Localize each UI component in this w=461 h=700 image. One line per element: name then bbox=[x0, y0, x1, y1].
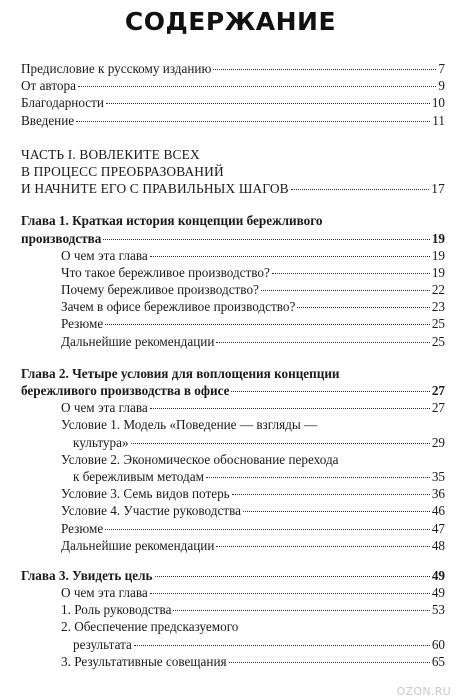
toc-entry-label: Зачем в офисе бережливое производство? bbox=[61, 299, 296, 315]
toc-subentry[interactable] bbox=[21, 298, 445, 315]
toc-entry-label: О чем эта глава bbox=[61, 585, 148, 601]
toc-page-number: 19 bbox=[431, 247, 445, 263]
toc-subentry[interactable] bbox=[21, 520, 445, 537]
toc-page-number: 25 bbox=[431, 316, 445, 332]
dot-leader bbox=[150, 256, 430, 257]
dot-leader bbox=[297, 307, 429, 308]
chapter-heading-line: производства bbox=[21, 230, 102, 246]
chapter-heading-line: бережливого производства в офисе bbox=[21, 383, 230, 398]
toc-entry-label-line: результата bbox=[73, 636, 132, 652]
toc-entry-last-line bbox=[21, 434, 445, 451]
toc-entry-label: От автора bbox=[21, 78, 76, 94]
toc-entry-label: Дальнейшие рекомендации bbox=[61, 333, 215, 349]
dot-leader bbox=[150, 408, 430, 409]
dot-leader bbox=[103, 239, 429, 240]
chapter-heading-last-line bbox=[21, 230, 445, 247]
toc-entry-label: 3. Результативные совещания bbox=[61, 653, 227, 669]
toc-subentry[interactable] bbox=[21, 399, 445, 416]
toc-page-number: 49 bbox=[431, 585, 445, 601]
dot-leader bbox=[76, 121, 430, 122]
toc-entry-label: 1. Роль руководства bbox=[61, 602, 172, 618]
toc-entry-label-line: Условие 2. Экономическое обоснование перехода bbox=[61, 451, 339, 467]
toc-entry-label: О чем эта глава bbox=[61, 400, 148, 416]
toc-chapter-2[interactable] bbox=[21, 365, 445, 399]
toc-subentry[interactable] bbox=[21, 247, 445, 264]
chapter-heading-line: Глава 3. Увидеть цель bbox=[21, 567, 153, 583]
dot-leader bbox=[173, 610, 429, 611]
dot-leader bbox=[134, 645, 430, 646]
spacer bbox=[21, 197, 445, 212]
toc-page-number: 46 bbox=[431, 503, 445, 519]
toc-page-number: 22 bbox=[431, 282, 445, 298]
part-heading-last-line bbox=[21, 180, 445, 197]
toc-subentry[interactable] bbox=[21, 653, 445, 670]
toc-subentry[interactable] bbox=[21, 281, 445, 298]
toc-entry-last-line bbox=[21, 468, 445, 485]
toc-page-number: 65 bbox=[431, 653, 445, 669]
toc-entry-introduction[interactable] bbox=[21, 112, 445, 129]
watermark: OZON.RU bbox=[396, 685, 451, 698]
toc-subentry-condition-1[interactable] bbox=[21, 416, 445, 450]
toc-entry-label: Что такое бережливое производство? bbox=[61, 264, 270, 280]
dot-leader bbox=[216, 342, 429, 343]
toc-subentry[interactable] bbox=[21, 537, 445, 554]
toc-page-number: 29 bbox=[431, 434, 445, 450]
toc-entry-label: Почему бережливое производство? bbox=[61, 282, 259, 298]
part-heading-line: ЧАСТЬ I. ВОВЛЕКИТЕ ВСЕХ bbox=[21, 146, 200, 162]
toc-page-number: 47 bbox=[431, 520, 445, 536]
toc-page-number: 9 bbox=[438, 78, 445, 94]
dot-leader bbox=[106, 103, 430, 104]
spacer bbox=[21, 129, 445, 146]
toc-page-number: 10 bbox=[431, 95, 445, 111]
toc-page-number: 7 bbox=[438, 61, 445, 76]
toc-entry-label-line: к бережливым методам bbox=[73, 468, 204, 484]
dot-leader bbox=[231, 391, 429, 392]
toc-subentry[interactable] bbox=[21, 264, 445, 281]
dot-leader bbox=[243, 511, 430, 512]
toc-subentry[interactable] bbox=[21, 333, 445, 350]
page-title: СОДЕРЖАНИЕ bbox=[124, 7, 337, 36]
dot-leader bbox=[291, 189, 430, 190]
toc-subentry-condition-2[interactable] bbox=[21, 451, 445, 485]
dot-leader bbox=[272, 273, 430, 274]
toc-chapter-3[interactable] bbox=[21, 567, 445, 584]
toc-entry-acknowledgements[interactable] bbox=[21, 94, 445, 111]
toc-page-number: 27 bbox=[431, 383, 445, 398]
toc-page-number: 23 bbox=[431, 299, 445, 315]
toc-page-number: 25 bbox=[431, 333, 445, 349]
dot-leader bbox=[213, 69, 436, 70]
toc-subentry[interactable] bbox=[21, 315, 445, 332]
dot-leader bbox=[131, 443, 430, 444]
toc-subentry[interactable] bbox=[21, 485, 445, 502]
toc-page-number: 11 bbox=[432, 112, 445, 128]
toc-entry-label-line: культура» bbox=[73, 434, 129, 450]
toc-subentry[interactable] bbox=[21, 584, 445, 601]
spacer bbox=[21, 350, 445, 365]
toc-entry-last-line bbox=[21, 636, 445, 653]
toc-page-number: 19 bbox=[431, 230, 445, 246]
chapter-heading-line: Глава 1. Краткая история концепции бережливого bbox=[21, 213, 323, 229]
toc-page-number: 19 bbox=[431, 264, 445, 280]
table-of-contents bbox=[21, 60, 445, 670]
toc-page-number: 27 bbox=[431, 400, 445, 416]
part-heading-line: И НАЧНИТЕ ЕГО С ПРАВИЛЬНЫХ ШАГОВ bbox=[21, 181, 289, 197]
toc-page-number: 53 bbox=[431, 602, 445, 618]
toc-entry-label-line: Условие 1. Модель «Поведение — взгляды — bbox=[61, 417, 318, 433]
toc-page-number: 36 bbox=[431, 486, 445, 502]
dot-leader bbox=[206, 477, 430, 478]
toc-entry-label: Введение bbox=[21, 112, 75, 128]
dot-leader bbox=[232, 494, 430, 495]
toc-entry-label: Благодарности bbox=[21, 95, 104, 111]
dot-leader bbox=[105, 324, 430, 325]
dot-leader bbox=[155, 576, 430, 577]
toc-entry-label: Условие 3. Семь видов потерь bbox=[61, 486, 230, 502]
spacer bbox=[21, 554, 445, 567]
toc-part-1[interactable] bbox=[21, 146, 445, 198]
dot-leader bbox=[229, 662, 430, 663]
toc-chapter-1[interactable] bbox=[21, 212, 445, 246]
toc-entry-label: Условие 4. Участие руководства bbox=[61, 503, 241, 519]
dot-leader bbox=[78, 86, 436, 87]
toc-entry-label: Резюме bbox=[61, 316, 104, 332]
toc-subentry-result[interactable] bbox=[21, 618, 445, 652]
dot-leader bbox=[150, 593, 430, 594]
dot-leader bbox=[105, 529, 430, 530]
toc-entry-label: О чем эта глава bbox=[61, 247, 148, 263]
toc-entry-author[interactable] bbox=[21, 77, 445, 94]
toc-page-number: 60 bbox=[431, 636, 445, 652]
part-heading-line: В ПРОЦЕСС ПРЕОБРАЗОВАНИЙ bbox=[21, 163, 224, 179]
toc-page-number: 35 bbox=[431, 468, 445, 484]
toc-entry-label: Предисловие к русскому изданию bbox=[21, 61, 212, 76]
dot-leader bbox=[216, 546, 429, 547]
toc-page-number: 49 bbox=[431, 567, 445, 583]
chapter-heading-line: Глава 2. Четыре условия для воплощения концепции bbox=[21, 365, 340, 381]
toc-entry-preface-ru[interactable] bbox=[21, 60, 445, 77]
toc-entry-label: Резюме bbox=[61, 520, 104, 536]
chapter-heading-last-line bbox=[21, 382, 445, 399]
toc-entry-label: Дальнейшие рекомендации bbox=[61, 537, 215, 553]
toc-entry-label-line: 2. Обеспечение предсказуемого bbox=[61, 619, 239, 635]
toc-page-number: 48 bbox=[431, 537, 445, 553]
toc-page-number: 17 bbox=[431, 181, 445, 197]
toc-subentry[interactable] bbox=[21, 601, 445, 618]
toc-subentry[interactable] bbox=[21, 502, 445, 519]
dot-leader bbox=[261, 290, 430, 291]
